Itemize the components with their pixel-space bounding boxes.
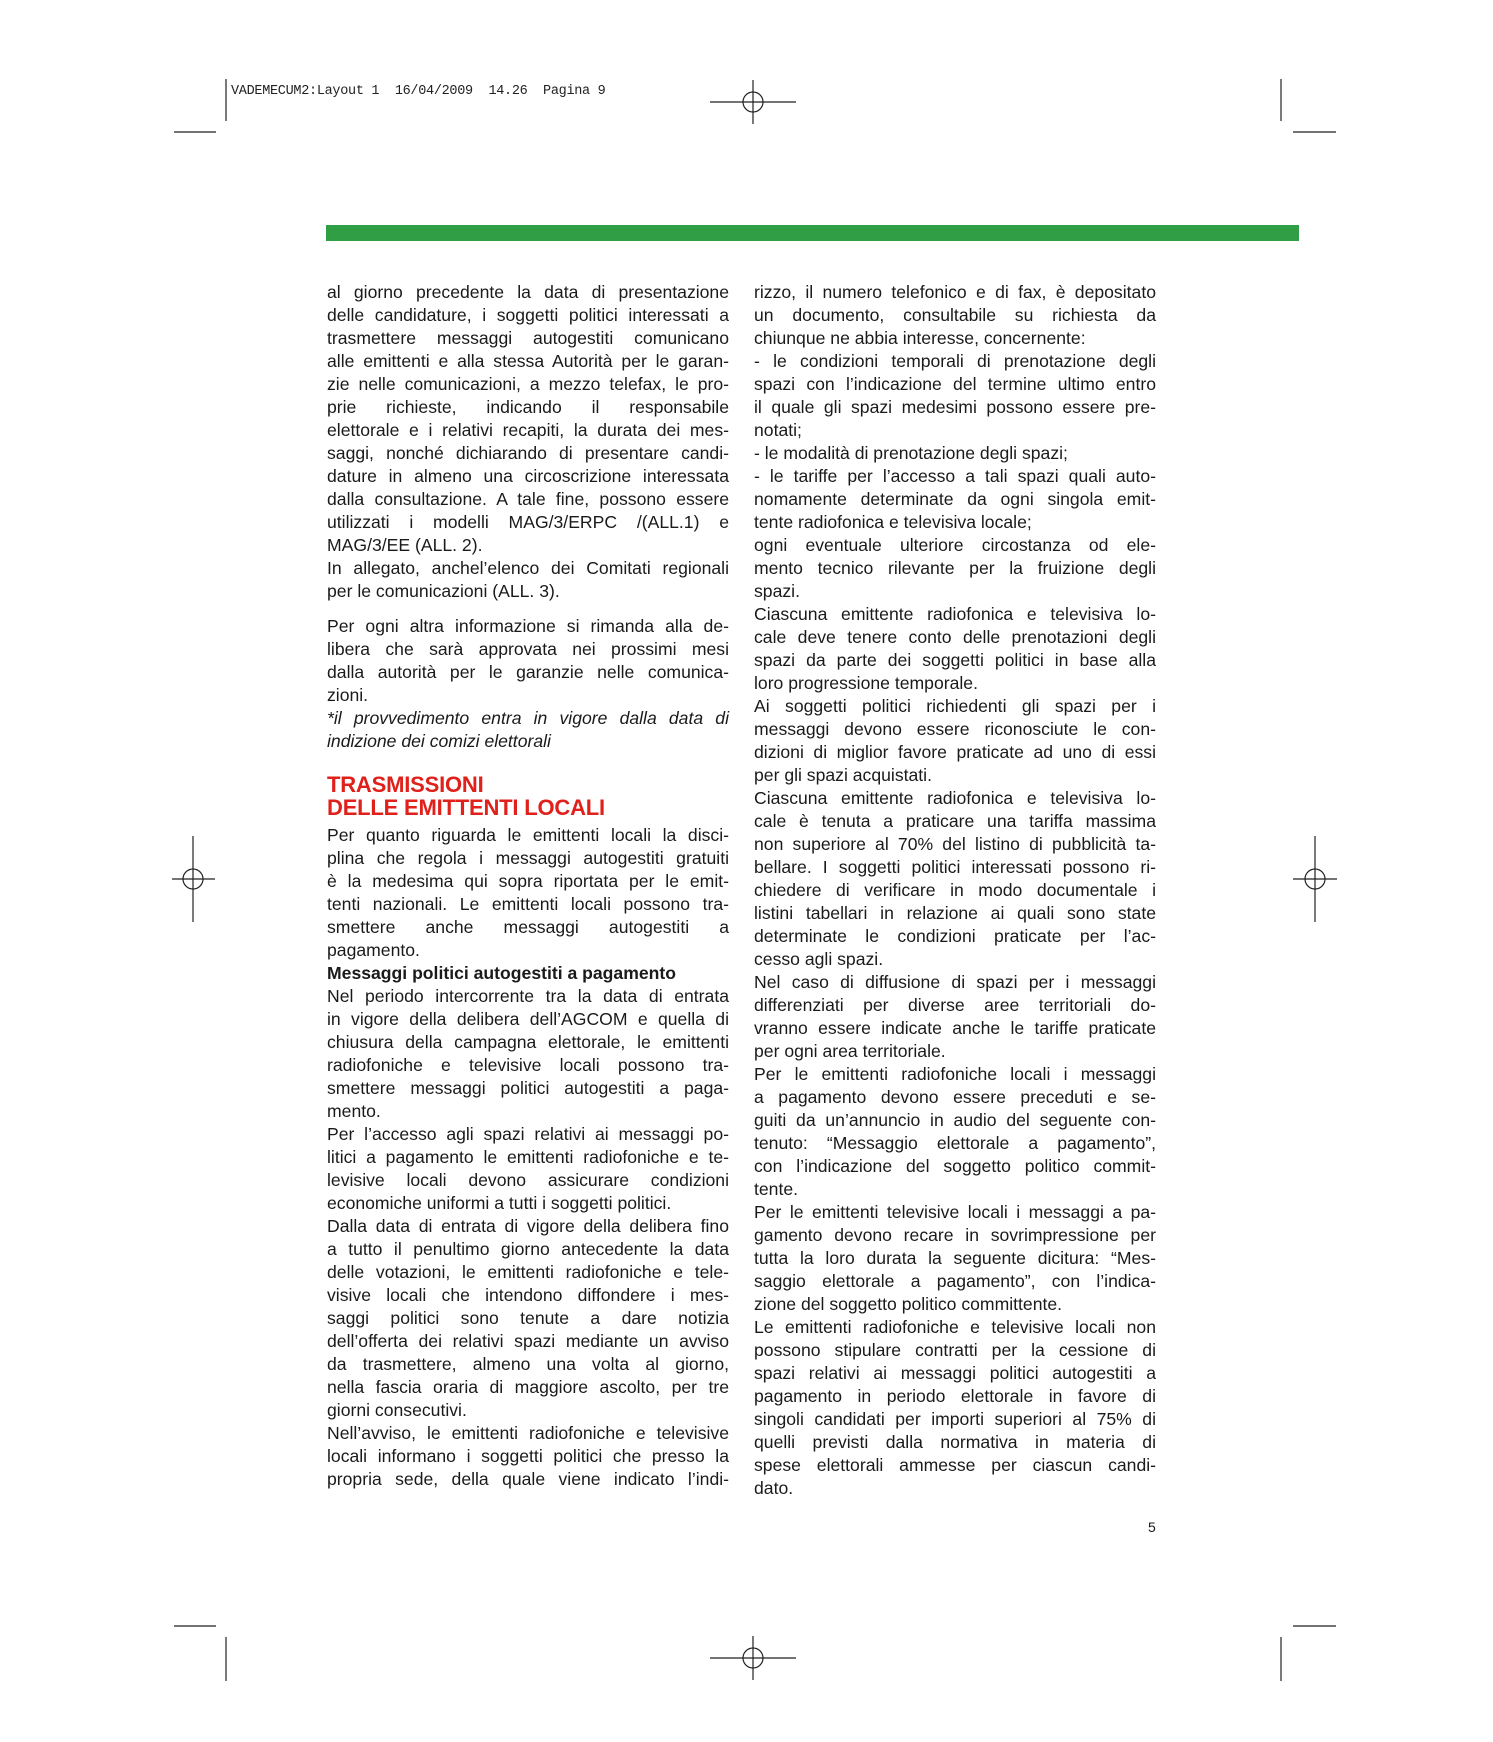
text-line: giorni consecutivi. — [327, 1400, 467, 1420]
text-line: per ogni area territoriale. — [754, 1041, 946, 1061]
text-line: plina che regola i messaggi autogestiti gratuiti — [327, 848, 729, 868]
text-line: non superiore al 70% del listino di pubblicità ta- — [754, 834, 1156, 854]
text-line: Per le emittenti televisive locali i messaggi a pa- — [754, 1202, 1156, 1222]
text-line: - le modalità di prenotazione degli spazi; — [754, 443, 1068, 463]
text-line: indizione dei comizi elettorali — [327, 731, 551, 751]
paragraph — [754, 465, 1156, 534]
text-line: TRASMISSIONI — [327, 772, 484, 797]
text-line: guiti da un’annuncio in audio del seguente con- — [754, 1110, 1156, 1130]
text-line: pagamento. — [327, 940, 420, 960]
paragraph — [754, 281, 1156, 350]
crop-mark-top-left — [174, 79, 226, 132]
text-line: In allegato, anchel’elenco dei Comitati regionali — [327, 558, 729, 578]
text-line: tutta la loro durata la seguente dicitura: “Mes- — [754, 1248, 1156, 1268]
paragraph — [327, 1422, 729, 1491]
paragraph — [327, 1215, 729, 1422]
text-line: tente radiofonica e televisiva locale; — [754, 512, 1032, 532]
text-line: in vigore della delibera dell’AGCOM e quella di — [327, 1009, 729, 1029]
text-line: zie nelle comunicazioni, a mezzo telefax, le pro- — [327, 374, 729, 394]
text-line: dalla consultazione. A tale fine, possono essere — [327, 489, 729, 509]
text-line: cale è tenuta a praticare una tariffa massima — [754, 811, 1156, 831]
text-line: saggio elettorale a pagamento”, con l’indica- — [754, 1271, 1156, 1291]
paragraph — [754, 1063, 1156, 1201]
text-line: utilizzati i modelli MAG/3/ERPC /(ALL.1) e — [327, 512, 729, 532]
text-line: smettere anche messaggi autogestiti a — [327, 917, 729, 937]
text-line: al giorno precedente la data di presentazione — [327, 282, 729, 302]
text-line: mento tecnico rilevante per la fruizione degli — [754, 558, 1156, 578]
text-line: Per l’accesso agli spazi relativi ai messaggi po- — [327, 1124, 729, 1144]
text-line: a tutto il penultimo giorno antecedente la data — [327, 1239, 729, 1259]
paragraph — [754, 603, 1156, 695]
paragraph — [327, 281, 729, 557]
paragraph — [754, 971, 1156, 1063]
text-line: saggi politici sono tenute a dare notizia — [327, 1308, 729, 1328]
paragraph — [754, 534, 1156, 603]
paragraph — [327, 985, 729, 1123]
text-line: *il provvedimento entra in vigore dalla data di — [327, 708, 729, 728]
text-line: chiusura della campagna elettorale, le emittenti — [327, 1032, 729, 1052]
text-line: dalla autorità per le garanzie nelle comunica- — [327, 662, 729, 682]
text-line: Nell’avviso, le emittenti radiofoniche e televisive — [327, 1423, 729, 1443]
text-line: Nel caso di diffusione di spazi per i messaggi — [754, 972, 1156, 992]
section-heading — [327, 774, 729, 819]
paragraph — [754, 787, 1156, 971]
text-line: gamento devono recare in sovrimpressione per — [754, 1225, 1156, 1245]
text-line: spazi relativi ai messaggi politici autogestiti a — [754, 1363, 1156, 1383]
crop-mark-bottom-left — [174, 1626, 226, 1681]
column-right — [754, 281, 1156, 1500]
text-line: delle candidature, i soggetti politici interessati a — [327, 305, 729, 325]
text-line: Messaggi politici autogestiti a pagamento — [327, 963, 676, 983]
text-line: tenuto: “Messaggio elettorale a pagamento”, — [754, 1133, 1156, 1153]
text-line: singoli candidati per importi superiori al 75% di — [754, 1409, 1156, 1429]
print-slug: VADEMECUM2:Layout 1 16/04/2009 14.26 Pagina 9 — [231, 84, 606, 99]
text-line: da trasmettere, almeno una volta al giorno, — [327, 1354, 729, 1374]
text-line: Ciascuna emittente radiofonica e televisiva lo- — [754, 604, 1156, 624]
crop-mark-bottom-right — [1281, 1626, 1336, 1681]
text-line: Per quanto riguarda le emittenti locali la disci- — [327, 825, 729, 845]
text-line: Ciascuna emittente radiofonica e televisiva lo- — [754, 788, 1156, 808]
paragraph — [327, 615, 729, 707]
paragraph — [327, 1123, 729, 1215]
text-line: pagamento in periodo elettorale in favore di — [754, 1386, 1156, 1406]
paragraph — [327, 824, 729, 962]
text-line: delle votazioni, le emittenti radiofoniche e tele- — [327, 1262, 729, 1282]
text-line: nomamente determinate da ogni singola emit- — [754, 489, 1156, 509]
paragraph — [754, 1201, 1156, 1316]
text-line: tenti nazionali. Le emittenti locali possono tra- — [327, 894, 729, 914]
text-line: rizzo, il numero telefonico e di fax, è depositato — [754, 282, 1156, 302]
green-header-bar — [326, 225, 1299, 241]
paragraph — [754, 695, 1156, 787]
column-left — [327, 281, 729, 1491]
page-number: 5 — [1148, 1519, 1156, 1535]
text-line: - le tariffe per l’accesso a tali spazi quali auto- — [754, 466, 1156, 486]
paragraph — [754, 350, 1156, 442]
text-line: differenziati per diverse aree territoriali do- — [754, 995, 1156, 1015]
text-line: messaggi devono essere riconosciute le con- — [754, 719, 1156, 739]
subheading — [327, 962, 729, 985]
text-line: dature in almeno una circoscrizione interessata — [327, 466, 729, 486]
text-line: litici a pagamento le emittenti radiofoniche e te- — [327, 1147, 729, 1167]
text-line: quelli previsti dalla normativa in materia di — [754, 1432, 1156, 1452]
text-line: chiedere di verificare in modo documentale i — [754, 880, 1156, 900]
text-line: possono stipulare contratti per la cessione di — [754, 1340, 1156, 1360]
text-line: un documento, consultabile su richiesta da — [754, 305, 1156, 325]
paragraph — [327, 707, 729, 753]
text-line: loro progressione temporale. — [754, 673, 978, 693]
text-line: spazi con l’indicazione del termine ultimo entro — [754, 374, 1156, 394]
text-line: - le condizioni temporali di prenotazione degli — [754, 351, 1156, 371]
text-line: alle emittenti e alla stessa Autorità per le garan- — [327, 351, 729, 371]
text-line: notati; — [754, 420, 802, 440]
text-line: zioni. — [327, 685, 369, 705]
text-line: spazi. — [754, 581, 800, 601]
text-line: visive locali che intendono diffondere i mes- — [327, 1285, 729, 1305]
text-line: smettere messaggi politici autogestiti a paga- — [327, 1078, 729, 1098]
text-line: Le emittenti radiofoniche e televisive locali non — [754, 1317, 1156, 1337]
paragraph — [327, 557, 729, 603]
text-line: listini tabellari in relazione ai quali sono state — [754, 903, 1156, 923]
text-line: bellare. I soggetti politici interessati possono ri- — [754, 857, 1156, 877]
text-line: Ai soggetti politici richiedenti gli spazi per i — [754, 696, 1156, 716]
text-line: cale deve tenere conto delle prenotazioni degli — [754, 627, 1156, 647]
paragraph — [754, 1316, 1156, 1500]
text-line: vranno essere indicate anche le tariffe praticate — [754, 1018, 1156, 1038]
text-line: tente. — [754, 1179, 799, 1199]
text-line: levisive locali devono assicurare condizioni — [327, 1170, 729, 1190]
text-line: mento. — [327, 1101, 381, 1121]
text-line: determinate le condizioni praticate per l’ac- — [754, 926, 1156, 946]
text-line: Per ogni altra informazione si rimanda alla de- — [327, 616, 729, 636]
text-line: ogni eventuale ulteriore circostanza od ele- — [754, 535, 1156, 555]
paragraph — [754, 442, 1156, 465]
text-line: radiofoniche e televisive locali possono tra- — [327, 1055, 729, 1075]
text-line: per gli spazi acquistati. — [754, 765, 932, 785]
text-line: Nel periodo intercorrente tra la data di entrata — [327, 986, 729, 1006]
text-line: Per le emittenti radiofoniche locali i messaggi — [754, 1064, 1156, 1084]
text-line: è la medesima qui sopra riportata per le emit- — [327, 871, 729, 891]
text-line: saggi, nonché dichiarando di presentare candi- — [327, 443, 729, 463]
text-line: zione del soggetto politico committente. — [754, 1294, 1063, 1314]
text-line: elettorale e i relativi recapiti, la durata dei mes- — [327, 420, 729, 440]
text-line: per le comunicazioni (ALL. 3). — [327, 581, 560, 601]
text-line: spazi da parte dei soggetti politici in base alla — [754, 650, 1156, 670]
text-line: DELLE EMITTENTI LOCALI — [327, 794, 605, 820]
crop-mark-top-right — [1281, 79, 1336, 132]
text-line: propria sede, della quale viene indicato l’indi- — [327, 1469, 729, 1489]
text-line: locali informano i soggetti politici che presso la — [327, 1446, 729, 1466]
text-line: MAG/3/EE (ALL. 2). — [327, 535, 483, 555]
text-line: con l’indicazione del soggetto politico commit- — [754, 1156, 1156, 1176]
text-line: libera che sarà approvata nei prossimi mesi — [327, 639, 729, 659]
text-line: dizioni di miglior favore praticate ad uno di essi — [754, 742, 1156, 762]
text-line: trasmettere messaggi autogestiti comunicano — [327, 328, 729, 348]
registration-mark-top-icon — [710, 80, 796, 124]
text-line: prie richieste, indicando il responsabile — [327, 397, 729, 417]
text-line: a pagamento devono essere preceduti e se- — [754, 1087, 1156, 1107]
text-line: nella fascia oraria di maggiore ascolto, per tre — [327, 1377, 729, 1397]
text-line: spese elettorali ammesse per ciascun candi- — [754, 1455, 1156, 1475]
text-line: Dalla data di entrata di vigore della delibera fino — [327, 1216, 729, 1236]
text-line: il quale gli spazi medesimi possono essere pre- — [754, 397, 1156, 417]
registration-mark-bottom-icon — [710, 1636, 796, 1680]
text-line: economiche uniformi a tutti i soggetti politici. — [327, 1193, 672, 1213]
text-line: cesso agli spazi. — [754, 949, 884, 969]
text-line: dato. — [754, 1478, 794, 1498]
registration-mark-left-icon — [172, 836, 215, 922]
text-line: dell’offerta dei relativi spazi mediante un avviso — [327, 1331, 729, 1351]
text-line: chiunque ne abbia interesse, concernente: — [754, 328, 1086, 348]
registration-mark-right-icon — [1293, 836, 1337, 922]
